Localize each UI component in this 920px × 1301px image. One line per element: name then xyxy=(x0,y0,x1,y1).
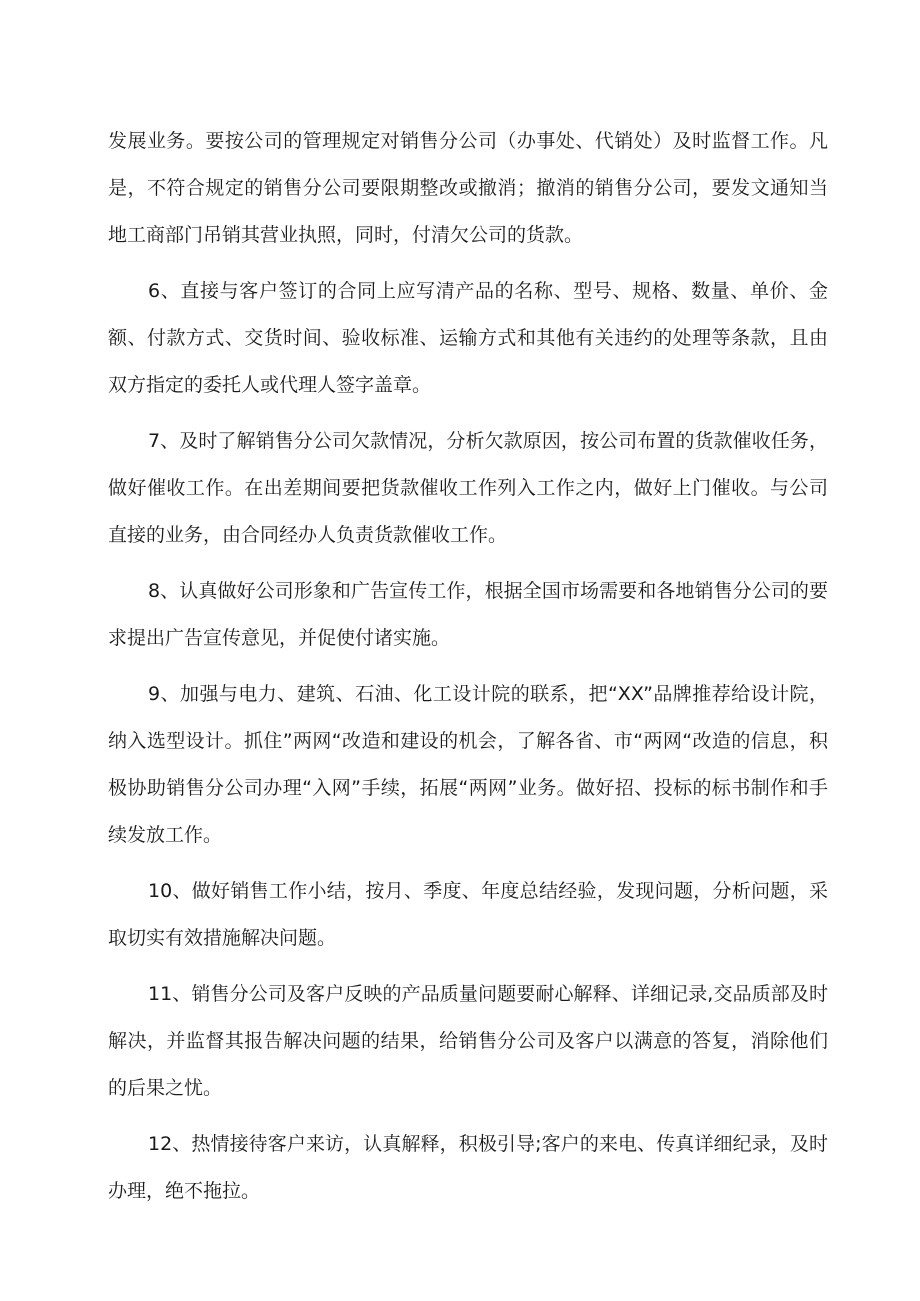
paragraph-item-6: 6、直接与客户签订的合同上应写清产品的名称、型号、规格、数量、单价、金额、付款方式、交货时间、验收标准、运输方式和其他有关违约的处理等条款，且由双方指定的委托人或代理人签字盖章。 xyxy=(108,280,828,396)
paragraph-item-7: 7、及时了解销售分公司欠款情况，分析欠款原因，按公司布置的货款催收任务，做好催收工作。在出差期间要把货款催收工作列入工作之内，做好上门催收。与公司直接的业务，由合同经办人负责货款催收工作。 xyxy=(108,430,828,546)
paragraph-item-9: 9、加强与电力、建筑、石油、化工设计院的联系，把“XX”品牌推荐给设计院，纳入选型设计。抓住”两网“改造和建设的机会，了解各省、市“两网“改造的信息，积极协助销售分公司办理“入网”手续，拓展“两网”业务。做好招、投标的标书制作和手续发放工作。 xyxy=(108,683,828,846)
paragraph-item-10: 10、做好销售工作小结，按月、季度、年度总结经验，发现问题，分析问题，采取切实有效措施解决问题。 xyxy=(108,880,828,949)
document-body xyxy=(108,118,828,1224)
paragraph-item-11: 11、销售分公司及客户反映的产品质量问题要耐心解释、详细记录,交品质部及时解决，并监督其报告解决问题的结果，给销售分公司及客户以满意的答复，消除他们的后果之忧。 xyxy=(108,983,828,1099)
paragraph-continued: 发展业务。要按公司的管理规定对销售分公司（办事处、代销处）及时监督工作。凡是，不符合规定的销售分公司要限期整改或撤消；撤消的销售分公司，要发文通知当地工商部门吊销其营业执照，同时，付清欠公司的货款。 xyxy=(108,130,828,246)
paragraph-item-12: 12、热情接待客户来访，认真解释，积极引导;客户的来电、传真详细纪录，及时办理，绝不拖拉。 xyxy=(108,1133,828,1202)
paragraph-item-8: 8、认真做好公司形象和广告宣传工作，根据全国市场需要和各地销售分公司的要求提出广告宣传意见，并促使付诸实施。 xyxy=(108,580,828,649)
